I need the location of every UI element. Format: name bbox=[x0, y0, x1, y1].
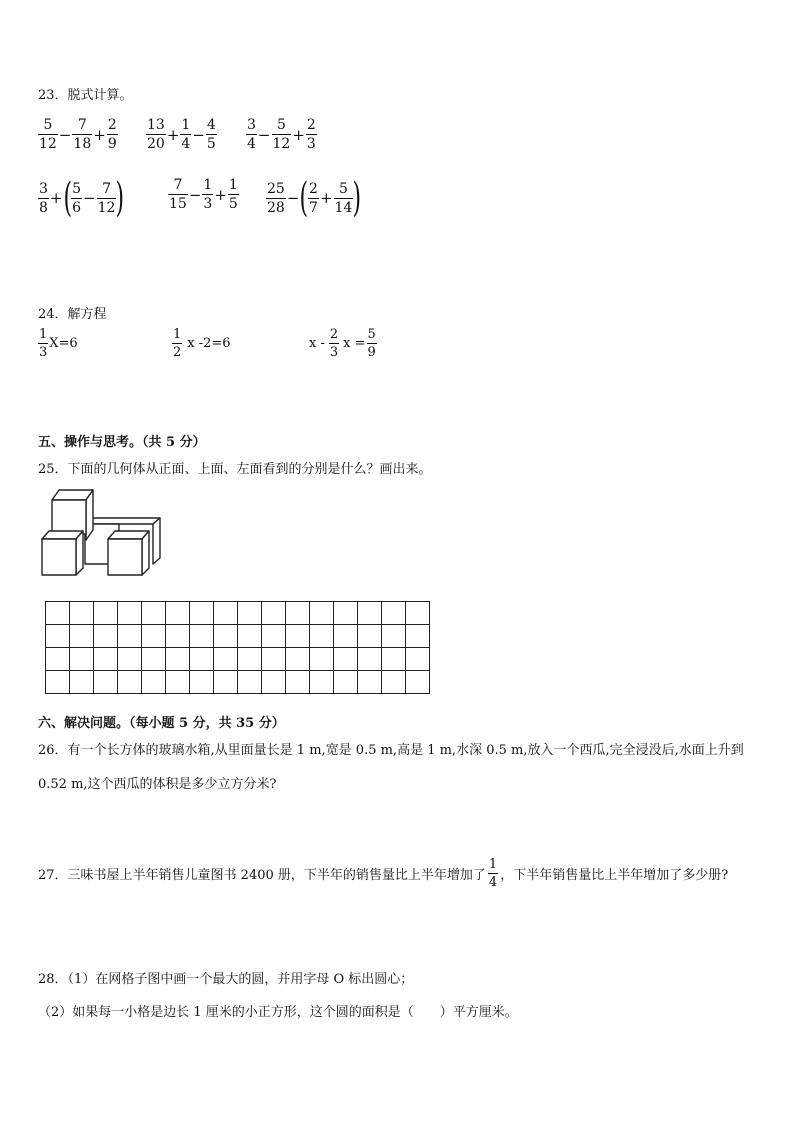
grid-cell[interactable] bbox=[94, 602, 118, 625]
grid-row bbox=[46, 602, 430, 625]
grid-cell[interactable] bbox=[358, 648, 382, 671]
q23-expr-4: $\frac{3}{8}$ + ( $\frac{5}{6}$ − $\frac{7}{12}$ ) bbox=[39, 175, 125, 221]
q23-title: 23．脱式计算。 bbox=[38, 88, 133, 103]
grid-cell[interactable] bbox=[286, 625, 310, 648]
grid-cell[interactable] bbox=[190, 648, 214, 671]
grid-cell[interactable] bbox=[166, 671, 190, 694]
grid-cell[interactable] bbox=[382, 602, 406, 625]
grid-cell[interactable] bbox=[334, 625, 358, 648]
grid-cell[interactable] bbox=[310, 602, 334, 625]
grid-cell[interactable] bbox=[142, 625, 166, 648]
grid-cell[interactable] bbox=[406, 671, 430, 694]
grid-cell[interactable] bbox=[142, 671, 166, 694]
cube-solid-figure bbox=[38, 486, 168, 578]
q27-fraction: $\frac{1}{4}$ bbox=[488, 857, 498, 890]
grid-cell[interactable] bbox=[190, 671, 214, 694]
grid-cell[interactable] bbox=[262, 648, 286, 671]
grid-cell[interactable] bbox=[262, 625, 286, 648]
grid-cell[interactable] bbox=[334, 671, 358, 694]
q26-line-1: 26．有一个长方体的玻璃水箱,从里面量长是 1 m,宽是 0.5 m,高是 1 m,水深 0.5 m,放入一个西瓜,完全浸没后,水面上升到 bbox=[38, 743, 744, 758]
grid-cell[interactable] bbox=[238, 671, 262, 694]
grid-cell[interactable] bbox=[382, 648, 406, 671]
grid-cell[interactable] bbox=[262, 671, 286, 694]
grid-cell[interactable] bbox=[310, 625, 334, 648]
grid-cell[interactable] bbox=[46, 602, 70, 625]
q27-pre: 27．三味书屋上半年销售儿童图书 2400 册，下半年的销售量比上半年增加了 bbox=[38, 868, 486, 883]
q24-title: 24．解方程 bbox=[38, 307, 107, 322]
grid-cell[interactable] bbox=[310, 671, 334, 694]
grid-cell[interactable] bbox=[70, 625, 94, 648]
grid-row bbox=[46, 671, 430, 694]
grid-cell[interactable] bbox=[214, 671, 238, 694]
grid-cell[interactable] bbox=[214, 648, 238, 671]
grid-cell[interactable] bbox=[286, 602, 310, 625]
q23-expr-1: $\frac{5}{12}$ − $\frac{7}{18}$ + $\frac{2}{9}$ bbox=[39, 117, 117, 152]
grid-cell[interactable] bbox=[406, 625, 430, 648]
section-6-heading: 六、解决问题。（每小题 5 分，共 35 分） bbox=[38, 716, 285, 731]
grid-cell[interactable] bbox=[358, 671, 382, 694]
grid-cell[interactable] bbox=[382, 625, 406, 648]
grid-cell[interactable] bbox=[142, 648, 166, 671]
grid-cell[interactable] bbox=[166, 602, 190, 625]
grid-cell[interactable] bbox=[382, 671, 406, 694]
grid-cell[interactable] bbox=[94, 648, 118, 671]
grid-cell[interactable] bbox=[94, 625, 118, 648]
grid-cell[interactable] bbox=[214, 602, 238, 625]
q23-expr-6: $\frac{25}{28}$ − ( $\frac{2}{7}$ + $\frac{5}{14}$ ) bbox=[267, 175, 362, 221]
q28-line-1: 28．（1）在网格子图中画一个最大的圆，并用字母 O 标出圆心； bbox=[38, 972, 414, 987]
q24-eq-2: $\frac{1}{2}$ x -2=6 bbox=[173, 327, 231, 360]
grid-cell[interactable] bbox=[118, 602, 142, 625]
grid-cell[interactable] bbox=[118, 671, 142, 694]
grid-cell[interactable] bbox=[166, 648, 190, 671]
grid-cell[interactable] bbox=[286, 648, 310, 671]
grid-cell[interactable] bbox=[46, 648, 70, 671]
grid-cell[interactable] bbox=[94, 671, 118, 694]
grid-cell[interactable] bbox=[70, 671, 94, 694]
grid-cell[interactable] bbox=[214, 625, 238, 648]
grid-cell[interactable] bbox=[406, 602, 430, 625]
q24-eq-1: $\frac{1}{3}$ X=6 bbox=[39, 327, 78, 360]
grid-cell[interactable] bbox=[334, 602, 358, 625]
grid-cell[interactable] bbox=[118, 625, 142, 648]
q23-expr-3: $\frac{3}{4}$ − $\frac{5}{12}$ + $\frac{2}{3}$ bbox=[247, 117, 316, 152]
grid-cell[interactable] bbox=[358, 625, 382, 648]
drawing-grid[interactable] bbox=[45, 601, 430, 694]
grid-cell[interactable] bbox=[238, 602, 262, 625]
grid-row bbox=[46, 648, 430, 671]
q26-line-2: 0.52 m,这个西瓜的体积是多少立方分米? bbox=[38, 777, 277, 792]
q27-post: ，下半年销售量比上半年增加了多少册? bbox=[500, 868, 729, 883]
grid-cell[interactable] bbox=[334, 648, 358, 671]
grid-cell[interactable] bbox=[70, 602, 94, 625]
grid-cell[interactable] bbox=[406, 648, 430, 671]
grid-cell[interactable] bbox=[190, 602, 214, 625]
grid-cell[interactable] bbox=[358, 602, 382, 625]
grid-cell[interactable] bbox=[46, 671, 70, 694]
grid-cell[interactable] bbox=[166, 625, 190, 648]
section-5-heading: 五、操作与思考。（共 5 分） bbox=[38, 435, 206, 450]
grid-cell[interactable] bbox=[238, 648, 262, 671]
q23-expr-5: $\frac{7}{15}$ − $\frac{1}{3}$ + $\frac{1}{5}$ bbox=[169, 177, 238, 212]
q28-line-2: （2）如果每一小格是边长 1 厘米的小正方形，这个圆的面积是（ ）平方厘米。 bbox=[38, 1005, 518, 1020]
grid-cell[interactable] bbox=[118, 648, 142, 671]
grid-cell[interactable] bbox=[262, 602, 286, 625]
grid-cell[interactable] bbox=[310, 648, 334, 671]
q27-text bbox=[38, 858, 728, 889]
grid-cell[interactable] bbox=[190, 625, 214, 648]
q24-eq-3: x - $\frac{2}{3}$ x = $\frac{5}{9}$ bbox=[309, 327, 376, 360]
grid-cell[interactable] bbox=[238, 625, 262, 648]
grid-row bbox=[46, 625, 430, 648]
grid-cell[interactable] bbox=[142, 602, 166, 625]
grid-cell[interactable] bbox=[70, 648, 94, 671]
grid-cell[interactable] bbox=[286, 671, 310, 694]
q23-expr-2: $\frac{13}{20}$ + $\frac{1}{4}$ − $\frac{4}{5}$ bbox=[147, 117, 216, 152]
q25-text: 25．下面的几何体从正面、上面、左面看到的分别是什么？画出来。 bbox=[38, 462, 432, 477]
grid-cell[interactable] bbox=[46, 625, 70, 648]
